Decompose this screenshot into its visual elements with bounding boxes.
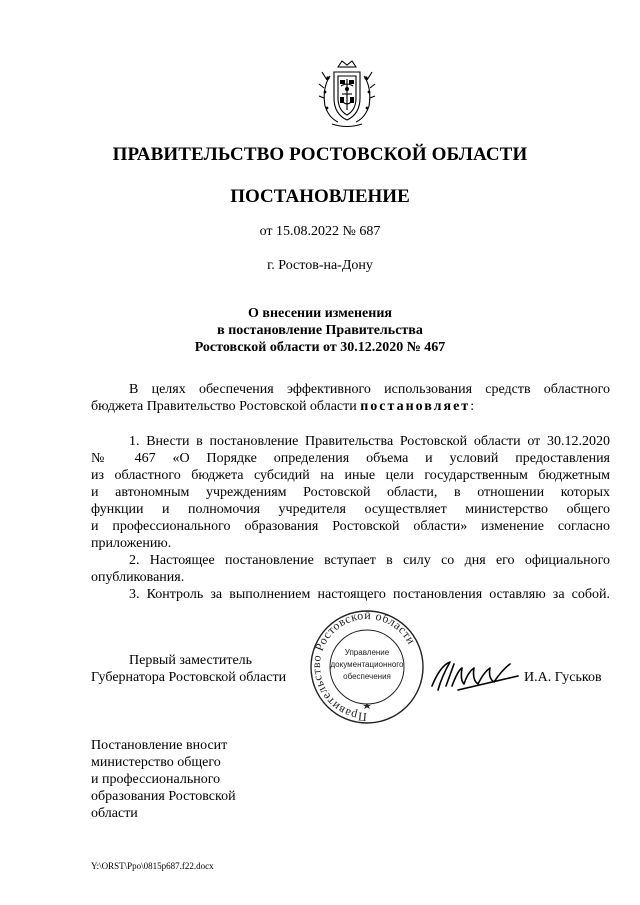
introduced-by-line: образования Ростовской: [91, 789, 236, 804]
preamble-text: бюджета Правительство Ростовской области: [91, 399, 361, 414]
introduced-by-line: области: [91, 806, 138, 821]
subject-line: О внесении изменения: [248, 306, 392, 321]
signer-position-line: Губернатора Ростовской области: [91, 670, 287, 685]
document-date-number: от 15.08.2022 № 687: [259, 224, 381, 239]
item-3-paragraph: [91, 586, 610, 603]
item-1-paragraph: [91, 433, 610, 552]
signer-position: [91, 652, 286, 686]
item-line: и автономным учреждениям Ростовской области, в отношении которых: [91, 485, 610, 500]
file-path: Y:\ORST\Ppo\0815p687.f22.docx: [91, 861, 214, 871]
introduced-by-line: министерство общего: [91, 755, 221, 770]
handwritten-signature-icon: [428, 656, 522, 696]
item-line: приложению.: [91, 536, 172, 551]
seal-outer-text: Правительство Ростовской области: [308, 609, 419, 725]
document-city: г. Ростов-на-Дону: [267, 258, 373, 273]
signer-position-line: Первый заместитель: [129, 653, 253, 668]
item-line: 2. Настоящее постановление вступает в силу со дня его официального: [129, 553, 610, 568]
document-subject: [0, 305, 640, 356]
document-type: ПОСТАНОВЛЕНИЕ: [230, 186, 410, 207]
item-line: и профессионального образования Ростовской области» изменение согласно: [91, 519, 610, 534]
official-seal-icon: [297, 609, 437, 729]
signer-name: И.А. Гуськов: [524, 670, 602, 685]
introduced-by-line: Постановление вносит: [91, 738, 228, 753]
item-line: опубликования.: [91, 570, 185, 585]
resolution-keyword: постановляет: [360, 399, 471, 414]
subject-line: Ростовской области от 30.12.2020 № 467: [194, 340, 446, 355]
subject-line: в постановление Правительства: [217, 323, 423, 338]
item-2-paragraph: [91, 552, 610, 586]
item-line: из областного бюджета субсидий на иные цели государственным бюджетным: [91, 468, 610, 483]
government-title: ПРАВИТЕЛЬСТВО РОСТОВСКОЙ ОБЛАСТИ: [112, 144, 528, 165]
seal-inner-line: документационного: [330, 660, 404, 669]
preamble-line: В целях обеспечения эффективного использования средств областного: [129, 382, 610, 397]
preamble-line: [91, 398, 610, 415]
item-line: 1. Внести в постановление Правительства Ростовской области от 30.12.2020: [129, 434, 610, 449]
item-line: 3. Контроль за выполнением настоящего постановления оставляю за собой.: [129, 587, 610, 602]
item-line: № 467 «О Порядке определения объема и условий предоставления: [91, 451, 610, 466]
preamble-colon: :: [470, 399, 475, 414]
preamble-paragraph: [91, 381, 610, 415]
rostov-oblast-coat-of-arms-icon: [316, 58, 378, 130]
seal-inner-line: Управление: [344, 648, 390, 657]
item-line: функции и полномочия учредителя осуществляет министерство общего: [91, 502, 610, 517]
seal-inner-line: обеспечения: [343, 672, 391, 681]
introduced-by-note: [91, 737, 236, 822]
introduced-by-line: и профессионального: [91, 772, 221, 787]
